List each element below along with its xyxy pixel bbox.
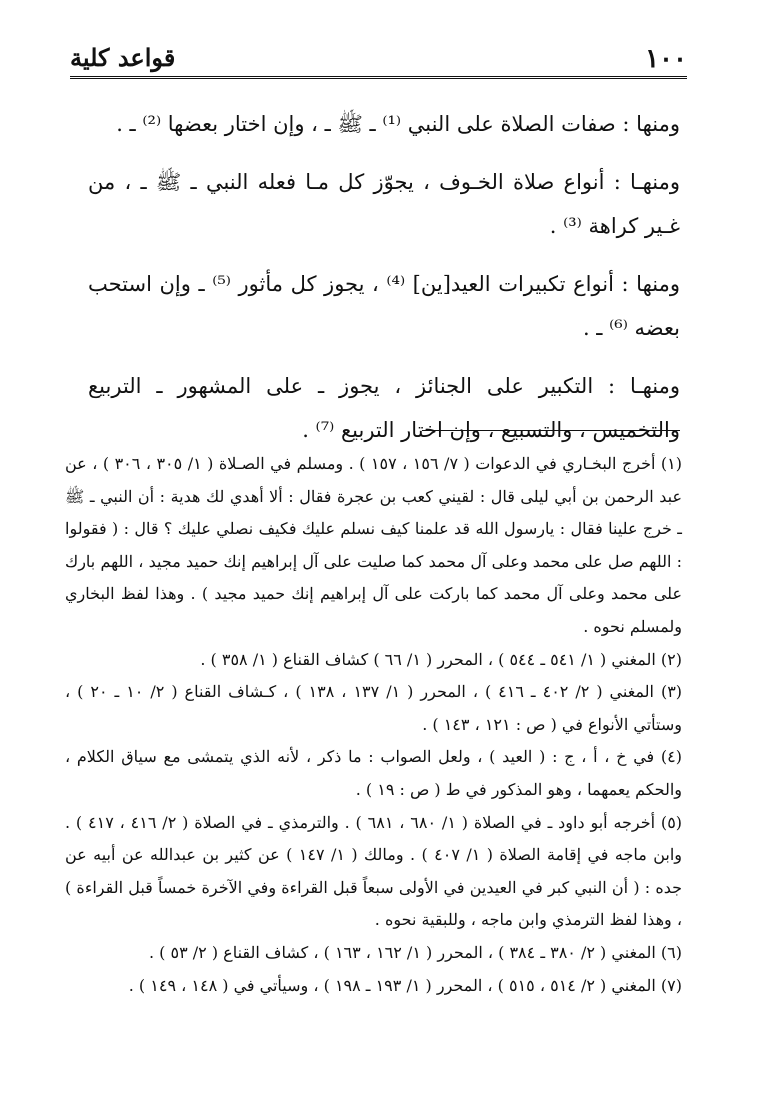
footnotes (65, 448, 682, 1002)
page-number: ١٠٠ (645, 44, 687, 74)
paragraph-1: ومنها : صفات الصلاة على النبي ⁽¹⁾ ـ ﷺ ـ ، وإن اختار بعضها ⁽²⁾ ـ . (116, 112, 680, 136)
footnote-1: (١) أخرج البخـاري في الدعوات ( ٧/ ١٥٦ ، ١٥٧ ) . ومسلم في الصـلاة ( ١/ ٣٠٥ ، ٣٠٦ ) ، عن عبد الرحمن بن أبي ليلى قال : لقيني كعب بن عجرة فقال : ألا أهدي لك هدية : أن النبي ـ ﷺ ـ خرج علينا فقال : يارسول الله قد علمنا كيف نسلم عليك فكيف نصلي عليك ؟ قال : ( فقولوا : اللهم صل على محمد وعلى آل محمد كما صليت على آل إبراهيم إنك حميد مجيد ، اللهم بارك على محمد وعلى آل محمد كما باركت على آل إبراهيم إنك حميد مجيد ) . وهذا لفظ البخاري ولمسلم نحوه . (65, 454, 683, 636)
footnote-3: (٣) المغني ( ٢/ ٤٠٢ ـ ٤١٦ ) ، المحرر ( ١/ ١٣٧ ، ١٣٨ ) ، كـشاف القناع ( ٢/ ١٠ ـ ٢٠ ) ، وستأتي الأنواع في ( ص : ١٢١ ، ١٤٣ ) . (65, 682, 683, 734)
footnote-2: (٢) المغني ( ١/ ٥٤١ ـ ٥٤٤ ) ، المحرر ( ١/ ٦٦ ) كشاف القناع ( ١/ ٣٥٨ ) . (200, 649, 682, 669)
running-header (70, 38, 687, 79)
paragraph-4: ومنهـا : التكبير على الجنائز ، يجوز ـ على المشهور ـ التربيع والتخميس ، والتسبيع ، وإن اختار التربيع ⁽⁷⁾ . (88, 374, 680, 442)
paragraph-2: ومنهـا : أنواع صلاة الخـوف ، يجوّز كل مـا فعله النبي ـ ﷺ ـ ، من غـير كراهة ⁽³⁾ . (88, 170, 680, 238)
running-title: قواعد كلية (70, 43, 176, 72)
footnote-5: (٥) أخرجه أبو داود ـ في الصلاة ( ١/ ٦٨٠ ، ٦٨١ ) . والترمذي ـ في الصلاة ( ٢/ ٤١٦ ، ٤١٧ ) . وابن ماجه في إقامة الصلاة ( ١/ ٤٠٧ ) . ومالك ( ١/ ١٤٧ ) عن كثير بن عبدالله عن أبيه عن جده : ( أن النبي كبر في العيدين في الأولى سبعاً قبل القراءة وفي الآخرة خمساً قبل القراءة ) ، وهذا لفظ الترمذي وابن ماجه ، وللبقية نحوه . (65, 812, 683, 930)
footnote-6: (٦) المغني ( ٢/ ٣٨٠ ـ ٣٨٤ ) ، المحرر ( ١/ ١٦٢ ، ١٦٣ ) ، كشاف القناع ( ٢/ ٥٣ ) . (148, 942, 682, 962)
footnote-7: (٧) المغني ( ٢/ ٥١٤ ، ٥١٥ ) ، المحرر ( ١/ ١٩٣ ـ ١٩٨ ) ، وسيأتي في ( ١٤٨ ، ١٤٩ ) . (128, 975, 682, 995)
footnote-separator (422, 430, 680, 431)
main-text (88, 102, 680, 466)
footnote-4: (٤) في خ ، أ ، ج : ( العيد ) ، ولعل الصواب : ما ذكر ، لأنه الذي يتمشى مع سياق الكلام ، والحكم يعمهما ، وهو المذكور في ط ( ص : ١٩ ) . (65, 747, 682, 799)
paragraph-3: ومنها : أنواع تكبيرات العيد[ين] ⁽⁴⁾ ، يجوز كل مأثور ⁽⁵⁾ ـ وإن استحب بعضه ⁽⁶⁾ ـ . (88, 272, 680, 340)
